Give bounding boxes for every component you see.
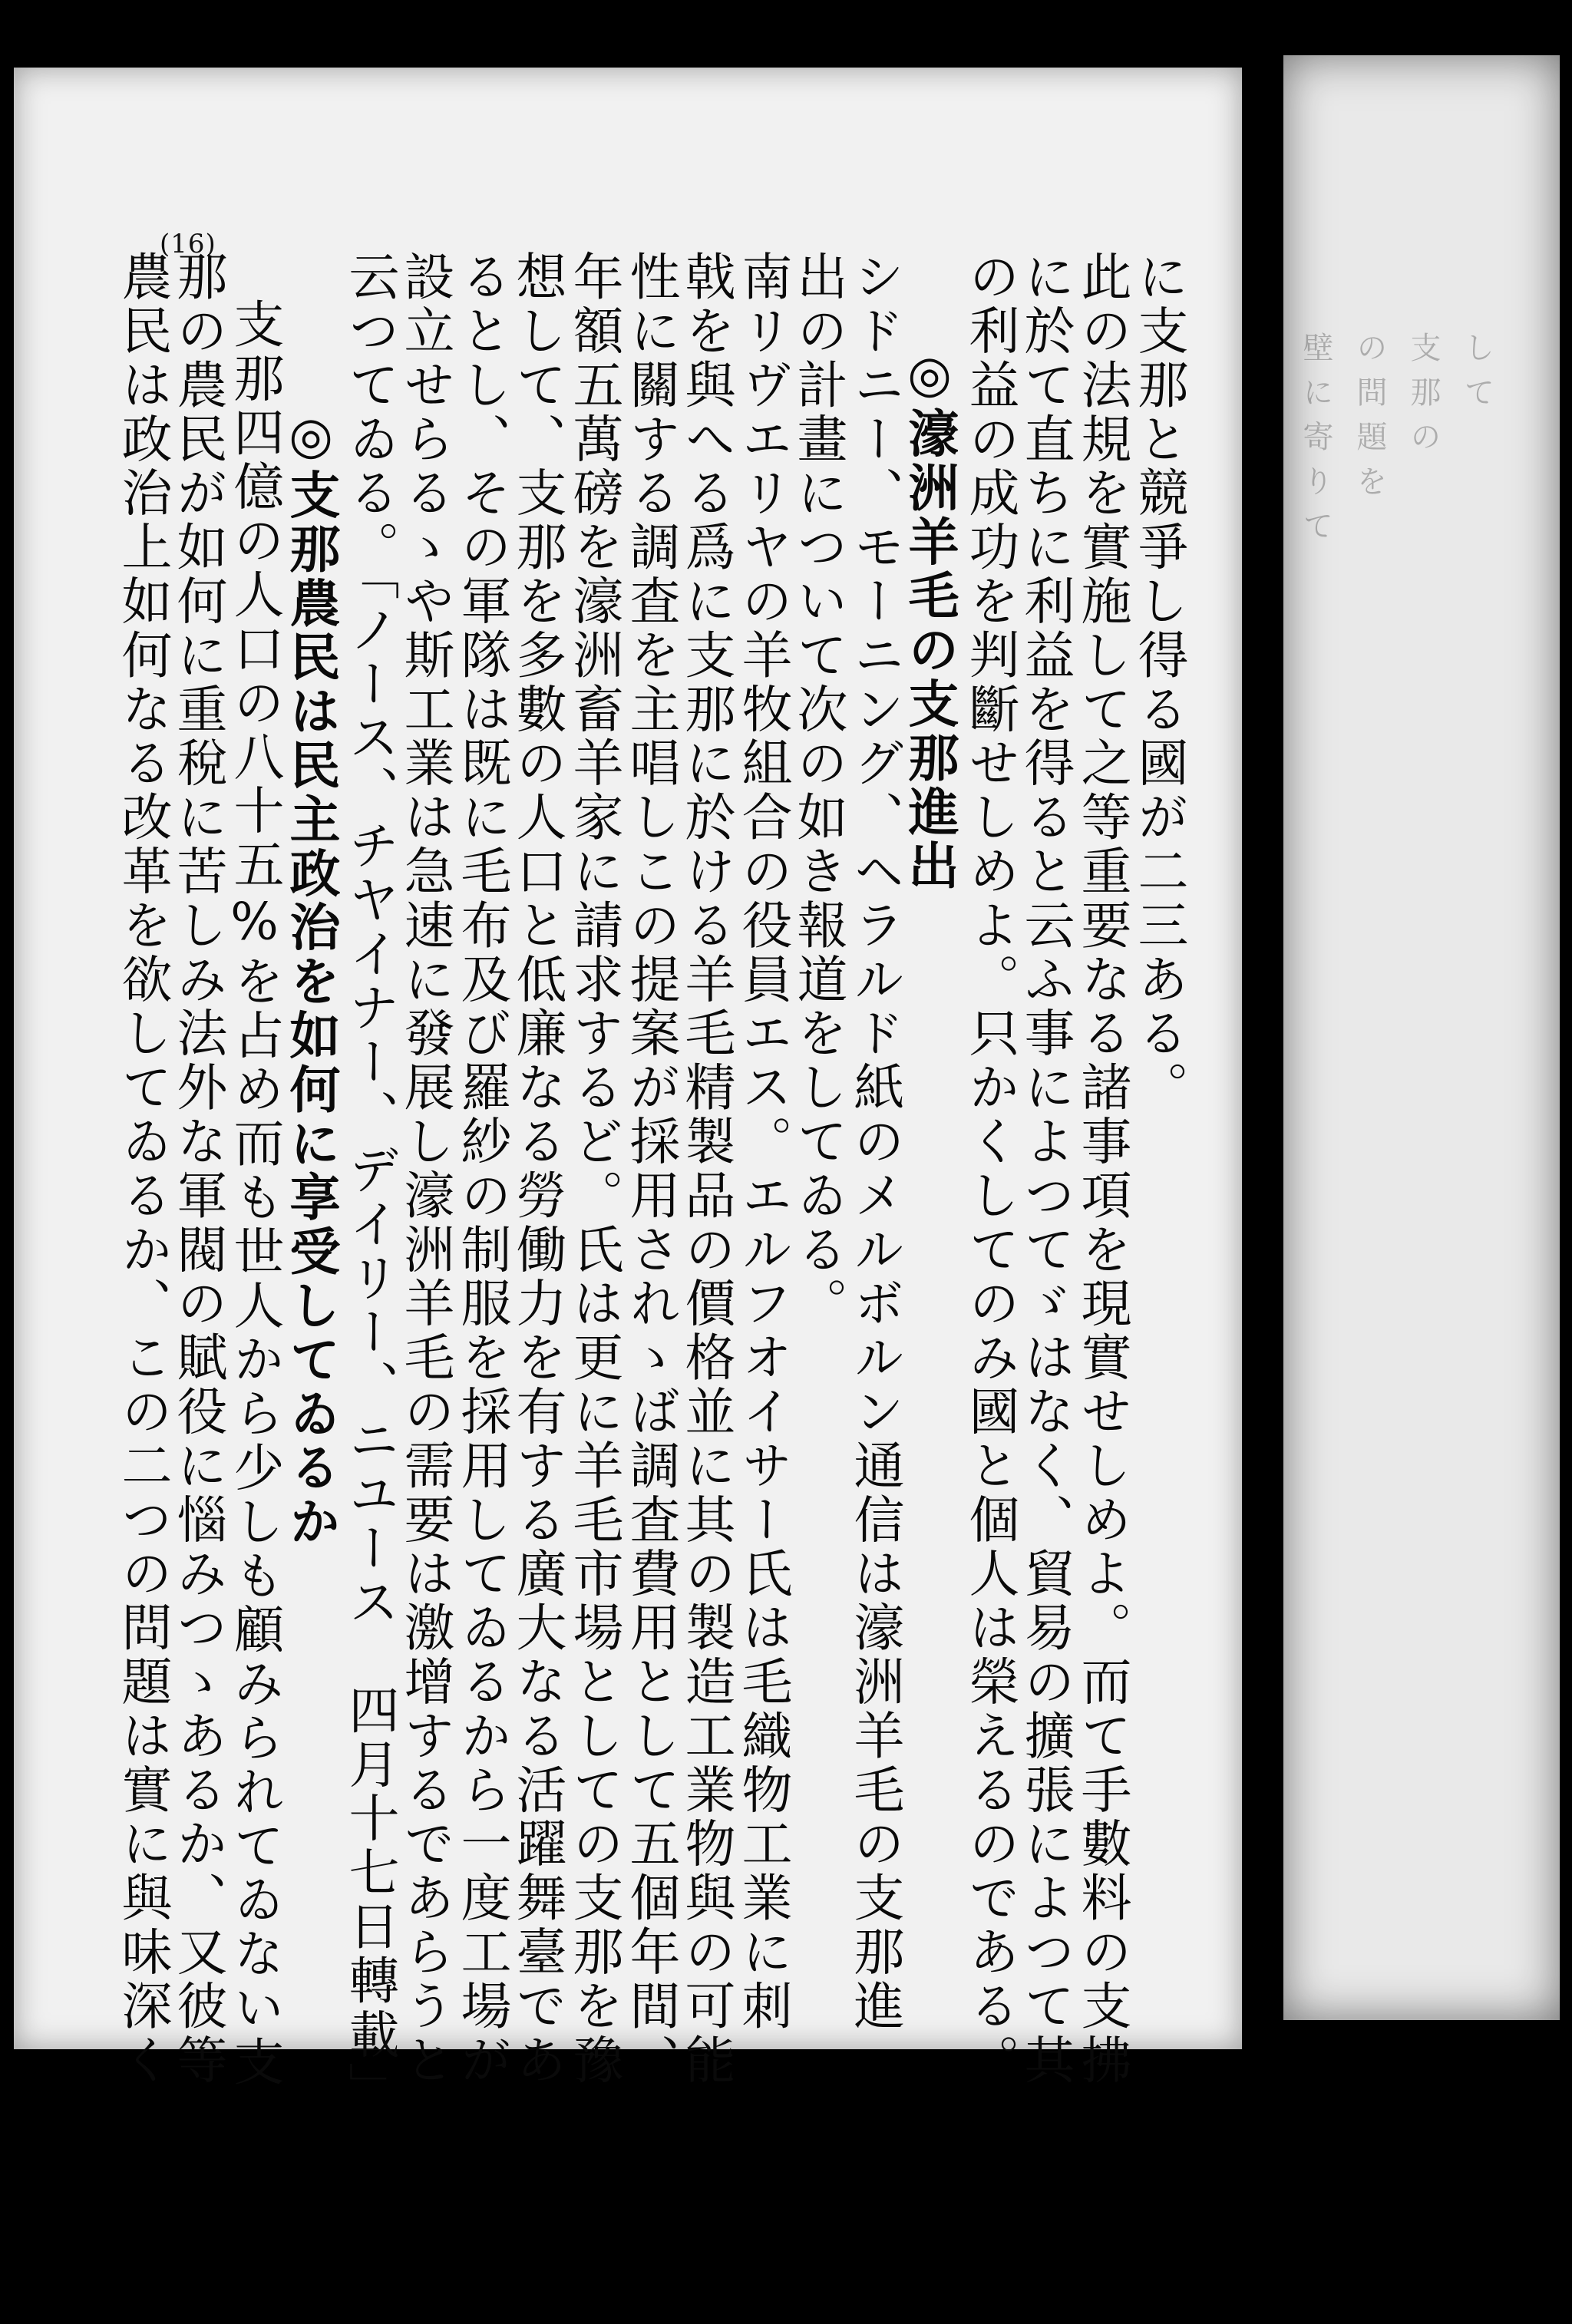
- text-column: 戟を與へる爲に支那に於ける羊毛精製品の價格並に其の製造工業物與の可能: [676, 250, 735, 2088]
- text-column: るとし、その軍隊は既に毛布及び羅紗の制服を採用してゐるから一度工場が: [452, 250, 511, 2088]
- text-column: 此の法規を實施して之等重要なる諸事項を現實せしめよ。而て手數料の支拂: [1072, 250, 1131, 2088]
- text-column: 出の計畫について次の如き報道をしてゐる。: [788, 250, 847, 1331]
- text-column: 那の農民が如何に重稅に苦しみ法外な軍閥の賦役に惱みつゝあるか、又彼等: [168, 250, 227, 2088]
- text-column: 設立せらるゝや斯工業は急速に發展し濠洲羊毛の需要は激增するであらうと: [395, 250, 454, 2088]
- adjacent-page-line: 壁に寄りて: [1298, 332, 1333, 554]
- text-column: シドニー、モーニング、ヘラルド紙のメルボルン通信は濠洲羊毛の支那進: [845, 250, 904, 2034]
- text-column: 想して、支那を多數の人口と低廉なる勞働力を有する廣大なる活躍舞臺であ: [507, 250, 566, 2088]
- section-heading: ◎支那農民は民主政治を如何に享受してゐるか: [281, 405, 341, 1550]
- book-page: [14, 68, 1242, 2116]
- text-column: 云つてゐる。「ノース、チヤイナー、デイリー、ニユース 四月十七日轉載」: [340, 250, 399, 2116]
- text-column: 性に關する調査を主唱しこの提案が採用されゝば調査費用として五個年間、: [621, 250, 680, 2088]
- adjacent-page-line: して: [1459, 332, 1494, 421]
- text-column: に於て直ちに利益を得ると云ふ事によつてゞはなく、貿易の擴張によつて其: [1016, 250, 1075, 2088]
- adjacent-page-strip: [1283, 55, 1560, 2020]
- text-column: 農民は政治上如何なる改革を欲してゐるか、この二つの問題は實に與味深く: [113, 250, 172, 2088]
- text-column: 年額五萬磅を濠洲畜羊家に請求するど。氏は更に羊毛市場としての支那を豫: [564, 250, 623, 2088]
- text-column: 支那四億の人口の八十五%を占め而も世人から少しも顧みられてゐない支: [225, 298, 284, 2090]
- text-column: 南リヴエリヤの羊牧組合の役員エス。エルフオイサー氏は毛織物工業に刺: [733, 250, 792, 2034]
- text-column: の利益の成功を判斷せしめよ。只かくしてのみ國と個人は榮えるのである。: [960, 250, 1019, 2088]
- text-column: に支那と競爭し得る國が二三ある。: [1129, 250, 1188, 1115]
- section-heading: ◎濠洲羊毛の支那進出: [900, 344, 959, 893]
- adjacent-page-line: の問題を: [1352, 332, 1387, 510]
- page-number: (16): [160, 229, 216, 259]
- adjacent-page-line: 支那の: [1405, 332, 1441, 465]
